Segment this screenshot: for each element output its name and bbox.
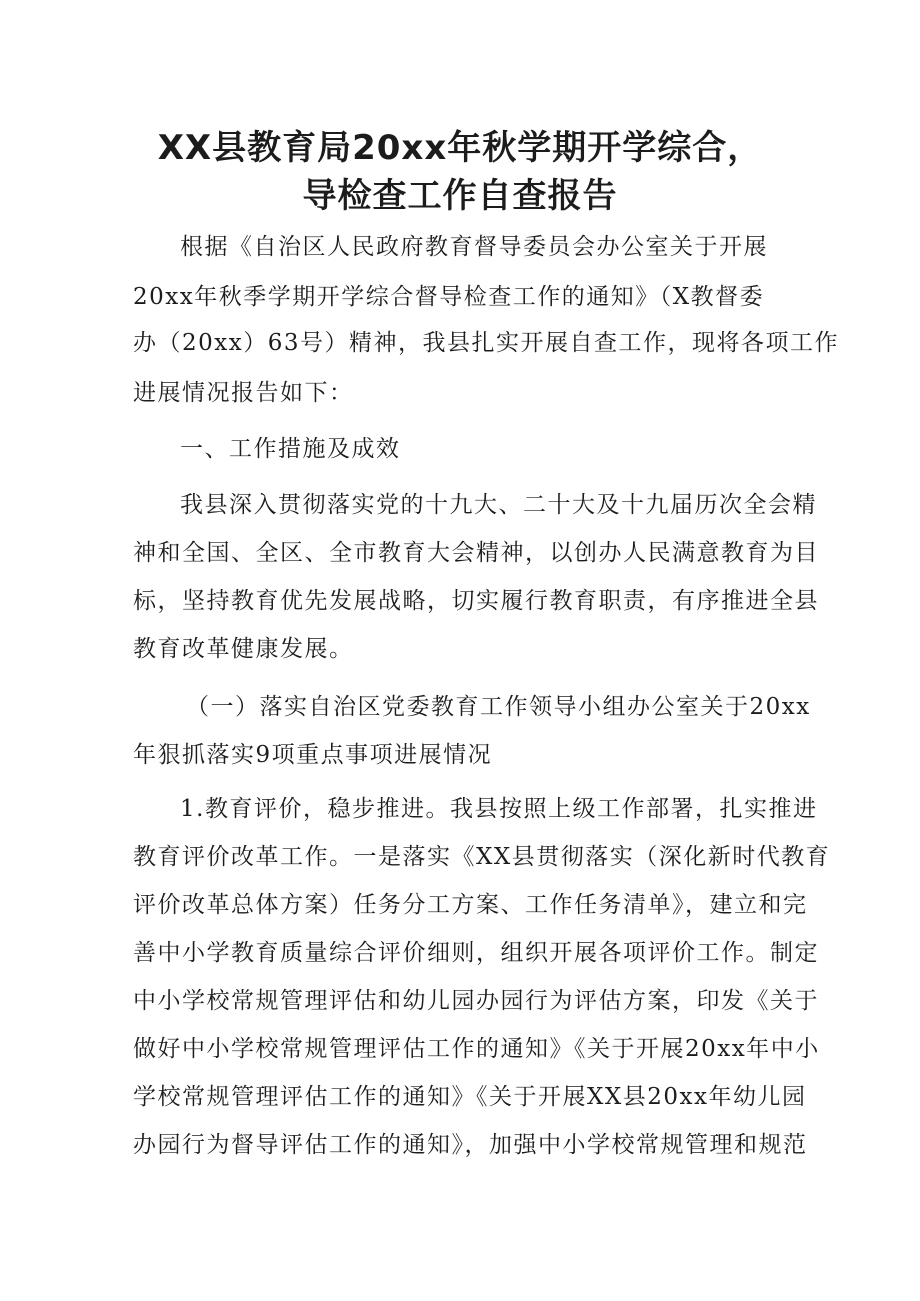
paragraph-5-line-4: 善中小学教育质量综合评价细则，组织开展各项评价工作。制定	[133, 940, 819, 966]
paragraph-5-line-7: 学校常规管理评估工作的通知》《关于开展XX县20xx年幼儿园	[133, 1084, 807, 1110]
paragraph-5-line-2: 教育评价改革工作。一是落实《XX县贯彻落实（深化新时代教育	[133, 844, 831, 870]
paragraph-5-line-8: 办园行为督导评估工作的通知》，加强中小学校常规管理和规范	[133, 1132, 808, 1158]
paragraph-1-line-2: 20xx年秋季学期开学综合督导检查工作的通知》（X教督委	[133, 284, 765, 310]
paragraph-5-line-6: 做好中小学校常规管理评估工作的通知》《关于开展20xx年中小	[133, 1036, 820, 1062]
paragraph-5-line-1: 1.教育评价，稳步推进。我县按照上级工作部署，扎实推进	[180, 796, 818, 822]
paragraph-5-line-5: 中小学校常规管理评估和幼儿园办园行为评估方案，印发《关于	[133, 988, 819, 1014]
section-heading-1: 一、工作措施及成效	[180, 436, 401, 462]
paragraph-3-line-1: 我县深入贯彻落实党的十九大、二十大及十九届历次全会精	[180, 492, 817, 518]
paragraph-1-line-4: 进展情况报告如下：	[133, 380, 354, 406]
subsection-heading-1-line-2: 年狠抓落实9项重点事项进展情况	[133, 742, 493, 768]
paragraph-3-line-3: 标，坚持教育优先发展战略，切实履行教育职责，有序推进全县	[133, 588, 819, 614]
paragraph-1-line-1: 根据《自治区人民政府教育督导委员会办公室关于开展	[180, 234, 768, 260]
document-title	[0, 124, 920, 220]
paragraph-3-line-2: 神和全国、全区、全市教育大会精神，以创办人民满意教育为目	[133, 540, 819, 566]
title-line-1: XX县教育局20xx年秋学期开学综合，	[157, 128, 763, 168]
title-line-2: 导检查工作自查报告	[302, 176, 618, 216]
subsection-heading-1-line-1: （一）落实自治区党委教育工作领导小组办公室关于20xx	[186, 694, 811, 720]
paragraph-3-line-4: 教育改革健康发展。	[133, 636, 354, 662]
paragraph-1-line-3: 办（20xx）63号）精神，我县扎实开展自查工作，现将各项工作	[133, 330, 839, 356]
paragraph-5-line-3: 评价改革总体方案）任务分工方案、工作任务清单》，建立和完	[133, 892, 808, 918]
